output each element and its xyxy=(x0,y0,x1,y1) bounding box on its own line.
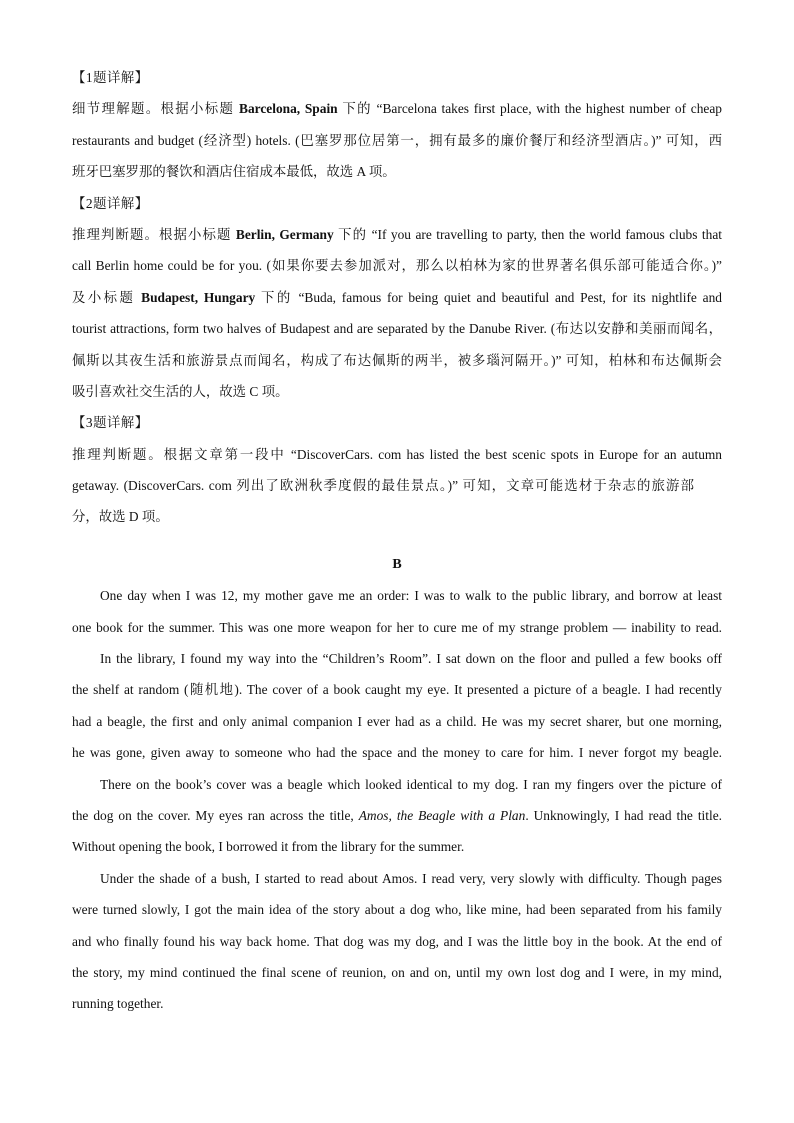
q2-line-1: 推理判断题。根据小标题 Berlin, Germany 下的 “If you are travelling to party, then the world famous clubs that xyxy=(72,226,722,242)
p2-line-1: In the library, I found my way into the “Children’s Room”. I sat down on the floor and pulled a few books off xyxy=(100,651,722,667)
p4-line-2: were turned slowly, I got the main idea of the story about a dog who, like mine, had been separated from his family xyxy=(72,902,722,918)
q1-heading: 【1题详解】 xyxy=(72,70,149,85)
p2-line-4: he was gone, given away to someone who had the space and the money to care for him. I never forgot my beagle. xyxy=(72,745,722,761)
p4-line-5: running together. xyxy=(72,996,164,1012)
q2-line-3: 及小标题 Budapest, Hungary 下的 “Buda, famous for being quiet and beautiful and Pest, for its nightlife and xyxy=(72,289,722,305)
q3-line-1: 推理判断题。根据文章第一段中 “DiscoverCars. com has listed the best scenic spots in Europe for an autumn xyxy=(72,446,722,462)
p2-line-2: the shelf at random (随机地). The cover of a book caught my eye. It presented a picture of a beagle. I had recently xyxy=(72,682,722,698)
p1-line-1: One day when I was 12, my mother gave me an order: I was to walk to the public library, and borrow at least xyxy=(100,588,722,604)
book-title: Amos, the Beagle with a Plan xyxy=(358,807,526,823)
q3-line-2: getaway. (DiscoverCars. com 列出了欧洲秋季度假的最佳景点。)” 可知，文章可能选材于杂志的旅游部 xyxy=(72,478,694,494)
q2-heading: 【2题详解】 xyxy=(72,195,149,211)
passage-title: B xyxy=(392,556,402,572)
subtitle-barcelona: Barcelona, Spain xyxy=(239,101,338,117)
document-page xyxy=(72,62,722,1020)
q1-line-3: 班牙巴塞罗那的餐饮和酒店住宿成本最低，故选 A 项。 xyxy=(72,164,396,180)
p2-line-3: had a beagle, the first and only animal companion I ever had as a child. He was my secret sharer, but one morning, xyxy=(72,713,722,729)
q2-line-6: 吸引喜欢社交生活的人，故选 C 项。 xyxy=(72,383,289,399)
q3-line-3: 分，故选 D 项。 xyxy=(72,509,169,525)
q1-line-1: 细节理解题。根据小标题 Barcelona, Spain 下的 “Barcelona takes first place, with the highest number of cheap xyxy=(72,101,722,117)
p3-line-3: Without opening the book, I borrowed it from the library for the summer. xyxy=(72,839,465,855)
p1-line-2: one book for the summer. This was one more weapon for her to cure me of my strange problem — inability to read. xyxy=(72,619,722,635)
q3-heading: 【3题详解】 xyxy=(72,415,149,431)
q2-line-2: call Berlin home could be for you. (如果你要去参加派对，那么以柏林为家的世界著名俱乐部可能适合你。)” xyxy=(72,258,722,274)
p4-line-1: Under the shade of a bush, I started to read about Amos. I read very, very slowly with difficulty. Though pages xyxy=(100,870,722,886)
q1-line-2: restaurants and budget (经济型) hotels. (巴塞罗那位居第一，拥有最多的廉价餐厅和经济型酒店。)” 可知，西 xyxy=(72,132,722,148)
subtitle-budapest: Budapest, Hungary xyxy=(141,289,256,305)
p4-line-3: and who finally found his way back home. That dog was my dog, and I was the little boy in the book. At the end of xyxy=(72,933,722,949)
subtitle-berlin: Berlin, Germany xyxy=(235,226,334,242)
q2-line-5: 佩斯以其夜生活和旅游景点而闻名，构成了布达佩斯的两半，被多瑙河隔开。)” 可知，柏林和布达佩斯会 xyxy=(72,352,722,368)
p3-line-1: There on the book’s cover was a beagle which looked identical to my dog. I ran my fingers over the picture of xyxy=(100,776,722,792)
q2-line-4: tourist attractions, form two halves of Budapest and are separated by the Danube River. (布达以安静和美丽而闻名， xyxy=(72,321,722,337)
p3-line-2: the dog on the cover. My eyes ran across the title, Amos, the Beagle with a Plan. Unknowingly, I had read the title. xyxy=(72,807,722,823)
p4-line-4: the story, my mind continued the final scene of reunion, on and on, until my own lost dog and I were, in my mind, xyxy=(72,964,722,980)
